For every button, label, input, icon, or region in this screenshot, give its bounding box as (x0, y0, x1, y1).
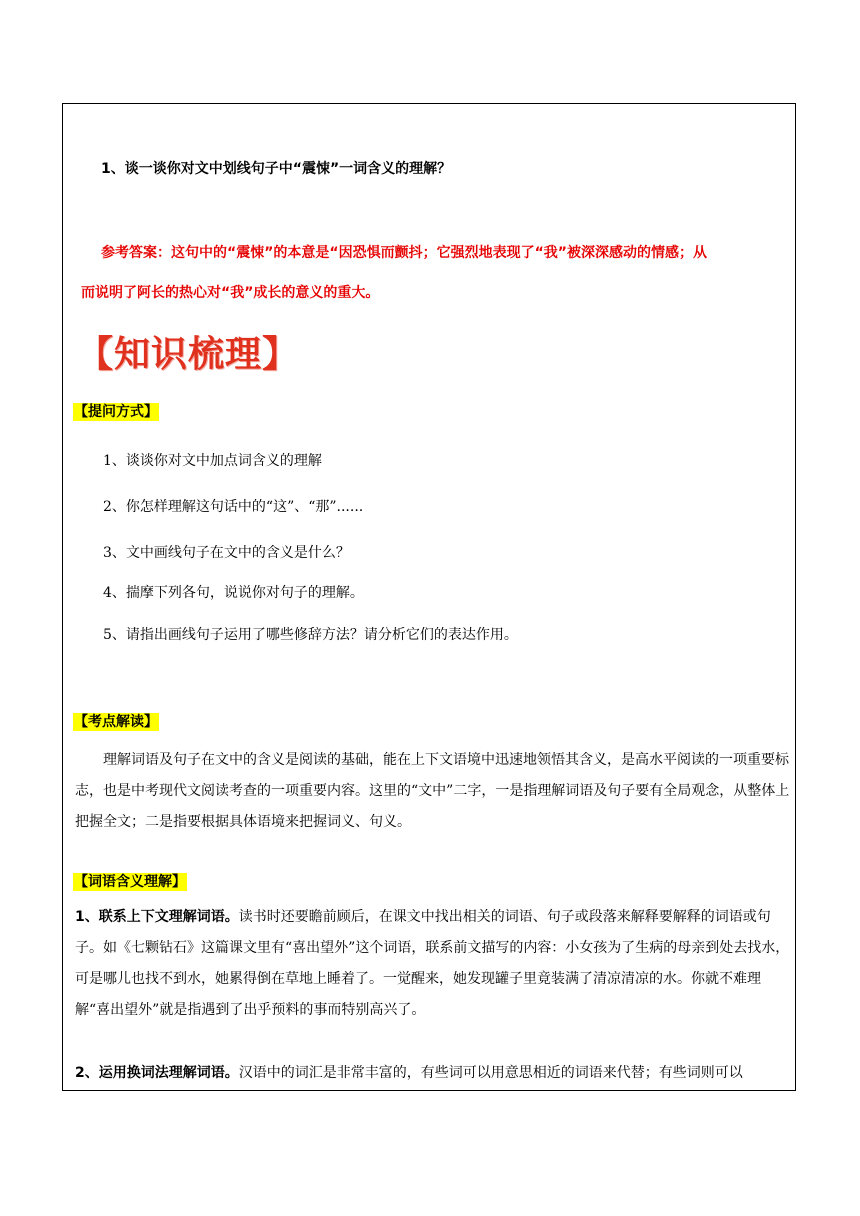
ask-item: 3、文中画线句子在文中的含义是什么？ (103, 545, 350, 561)
answer-line-1: 参考答案：这句中的“震悚”的本意是“因恐惧而颤抖；它强烈地表现了“我”被深深感动的情感；从 (101, 245, 708, 261)
point-paragraph: 理解词语及句子在文中的含义是阅读的基础，能在上下文语境中迅速地领悟其含义，是高水平阅读的一项重要标志，也是中考现代文阅读考查的一项重要内容。这里的“文中”二字，一是指理解词语及句子要有全局观念，从整体上把握全文；二是指要根据具体语境来把握词义、句义。 (75, 752, 790, 830)
knowledge-banner: 【知识梳理】 (77, 334, 300, 375)
ask-item: 2、你怎样理解这句话中的“这”、“那”...... (103, 499, 364, 515)
ask-item: 1、谈谈你对文中加点词含义的理解 (103, 453, 322, 469)
point-heading-wrap (73, 711, 159, 731)
words-paragraph-1 (75, 902, 791, 1026)
answer-line-2: 而说明了阿长的热心对“我”成长的意义的重大。 (81, 285, 380, 301)
words-heading-wrap (73, 871, 187, 891)
document-frame (62, 103, 796, 1091)
words-paragraph-2-text: 汉语中的词汇是非常丰富的，有些词可以用意思相近的词语来代替；有些词则可以 (238, 1065, 743, 1081)
ask-item: 4、揣摩下列各句，说说你对句子的理解。 (103, 585, 364, 601)
words-paragraph-1-text: 读书时还要瞻前顾后，在课文中找出相关的词语、句子或段落来解释要解释的词语或句子。如《七颗钻石》这篇课文里有“喜出望外”这个词语，联系前文描写的内容：小女孩为了生病的母亲到处去找水，可是哪儿也找不到水，她累得倒在草地上睡着了。一觉醒来，她发现罐子里竟装满了清凉清凉的水。你就不难理解“喜出望外”就是指遇到了出乎预料的事而特别高兴了。 (75, 909, 790, 1018)
ask-heading-wrap (73, 401, 159, 421)
question: 1、谈一谈你对文中划线句子中“震悚”一词含义的理解？ (101, 161, 452, 177)
words-paragraph-2-lead: 2、运用换词法理解词语。 (75, 1065, 239, 1081)
words-heading: 【词语含义理解】 (74, 874, 186, 890)
words-paragraph-2 (75, 1058, 791, 1089)
ask-heading: 【提问方式】 (74, 404, 158, 420)
point-heading: 【考点解读】 (74, 714, 158, 730)
words-paragraph-1-lead: 1、联系上下文理解词语。 (75, 909, 239, 925)
ask-item: 5、请指出画线句子运用了哪些修辞方法？请分析它们的表达作用。 (103, 627, 518, 643)
